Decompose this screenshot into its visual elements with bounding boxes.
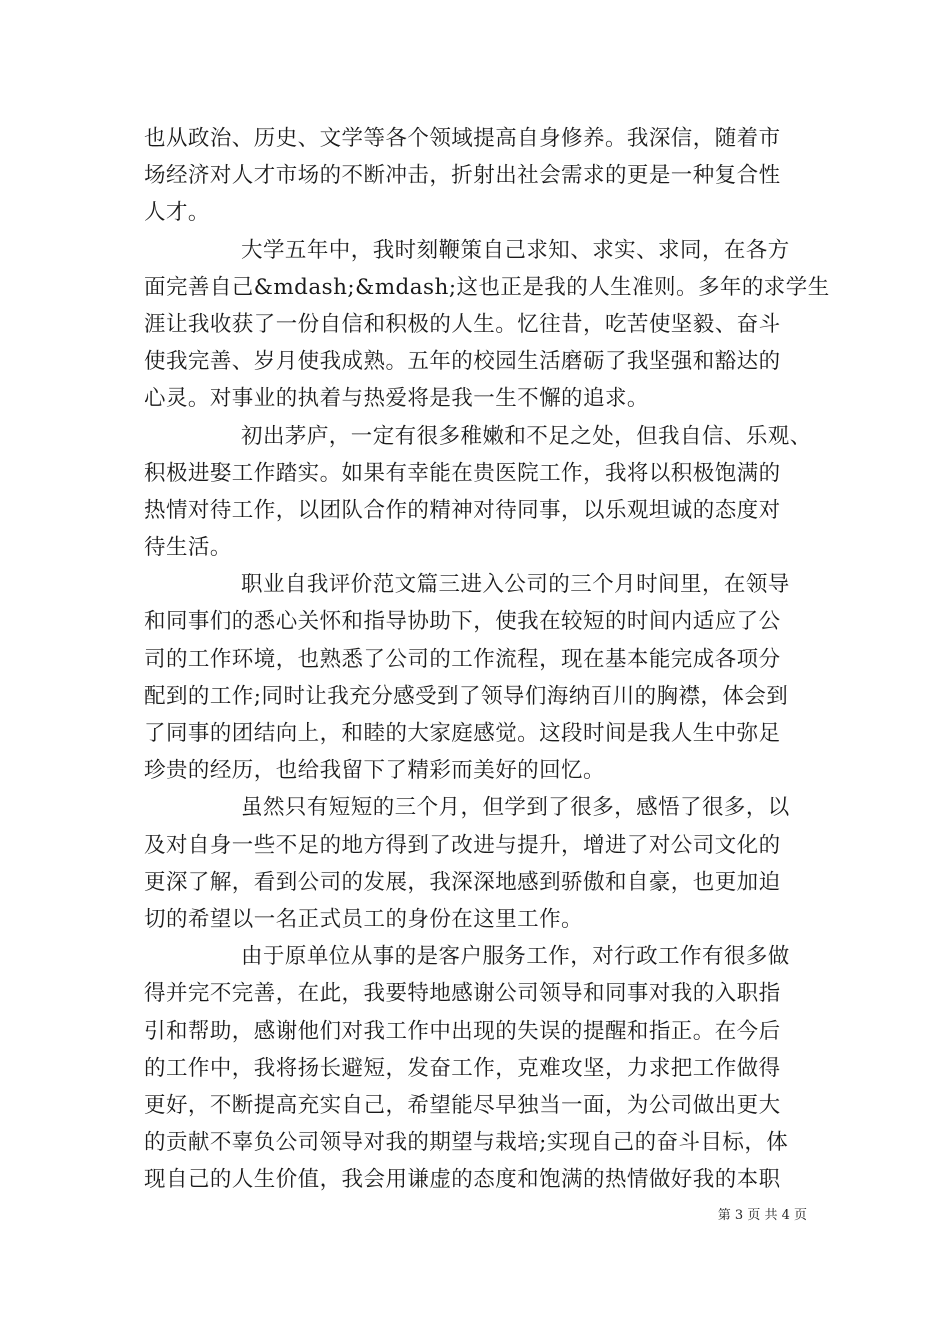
text-line: 涯让我收获了一份自信和积极的人生。忆往昔，吃苦使坚毅、奋斗 — [144, 311, 781, 337]
text-line: 珍贵的经历，也给我留下了精彩而美好的回忆。 — [144, 758, 605, 784]
text-line: 待生活。 — [144, 535, 232, 561]
text-line: 面完善自己&mdash;&mdash;这也正是我的人生准则。多年的求学生 — [144, 274, 830, 300]
text-line: 大学五年中，我时刻鞭策自己求知、求实、求同，在各方 — [241, 237, 790, 263]
text-line: 由于原单位从事的是客户服务工作，对行政工作有很多做 — [241, 944, 790, 970]
page-number-footer: 第 3 页 共 4 页 — [717, 1208, 807, 1223]
body-text — [144, 120, 830, 1198]
text-line: 热情对待工作，以团队合作的精神对待同事，以乐观坦诚的态度对 — [144, 497, 781, 523]
text-line: 初出茅庐，一定有很多稚嫩和不足之处，但我自信、乐观、 — [241, 423, 812, 449]
text-line: 更好，不断提高充实自己，希望能尽早独当一面，为公司做出更大 — [144, 1092, 781, 1118]
text-line: 使我完善、岁月使我成熟。五年的校园生活磨砺了我坚强和豁达的 — [144, 349, 781, 375]
text-line: 的工作中，我将扬长避短，发奋工作，克难攻坚，力求把工作做得 — [144, 1055, 781, 1081]
text-line: 切的希望以一名正式员工的身份在这里工作。 — [144, 906, 584, 932]
text-line: 和同事们的悉心关怀和指导协助下，使我在较短的时间内适应了公 — [144, 609, 781, 635]
text-line: 及对自身一些不足的地方得到了改进与提升，增进了对公司文化的 — [144, 832, 781, 858]
text-line: 虽然只有短短的三个月，但学到了很多，感悟了很多，以 — [241, 795, 790, 821]
text-line: 了同事的团结向上，和睦的大家庭感觉。这段时间是我人生中弥足 — [144, 721, 781, 746]
text-line: 得并完不完善，在此，我要特地感谢公司领导和同事对我的入职指 — [144, 981, 781, 1007]
text-line: 的贡献不辜负公司领导对我的期望与栽培;实现自己的奋斗目标，体 — [144, 1130, 789, 1156]
text-line: 更深了解，看到公司的发展，我深深地感到骄傲和自豪，也更加迫 — [144, 869, 781, 895]
text-line: 积极进娶工作踏实。如果有幸能在贵医院工作，我将以积极饱满的 — [144, 460, 781, 486]
text-line: 场经济对人才市场的不断冲击，折射出社会需求的更是一种复合性 — [144, 163, 781, 189]
text-line: 司的工作环境，也熟悉了公司的工作流程，现在基本能完成各项分 — [144, 646, 781, 672]
text-line: 也从政治、历史、文学等各个领域提高自身修养。我深信，随着市 — [144, 126, 781, 151]
text-line: 现自己的人生价值，我会用谦虚的态度和饱满的热情做好我的本职 — [144, 1167, 781, 1193]
text-line: 引和帮助，感谢他们对我工作中出现的失误的提醒和指正。在今后 — [144, 1018, 781, 1044]
text-line: 人才。 — [144, 200, 210, 226]
text-line: 配到的工作;同时让我充分感受到了领导们海纳百川的胸襟，体会到 — [144, 683, 789, 709]
text-line: 职业自我评价范文篇三进入公司的三个月时间里，在领导 — [241, 572, 790, 598]
text-line: 心灵。对事业的执着与热爱将是我一生不懈的追求。 — [144, 386, 649, 412]
